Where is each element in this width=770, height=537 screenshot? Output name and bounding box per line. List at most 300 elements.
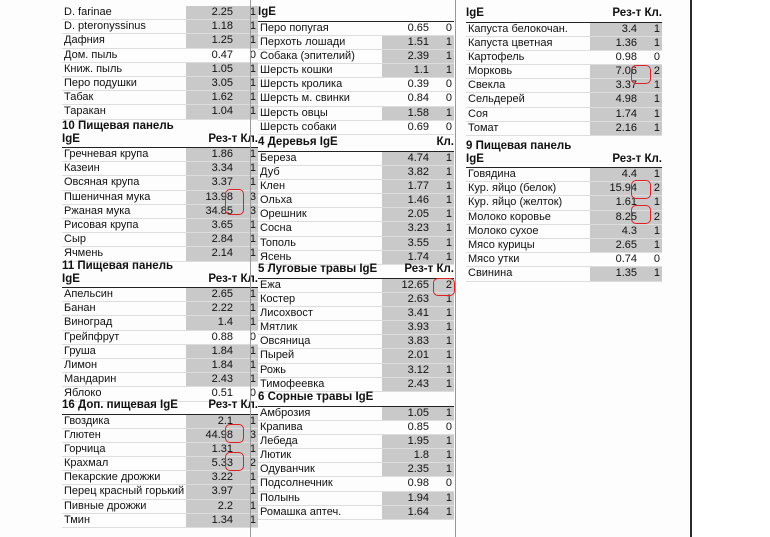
class-value: 1 [640, 37, 662, 50]
class-value: 1 [236, 148, 258, 161]
allergen-name: Пекарские дрожжи [64, 471, 161, 484]
result-value: 1.84 [186, 359, 236, 372]
table-row [466, 79, 662, 93]
class-value: 2 [640, 211, 662, 224]
panel-title [258, 263, 454, 276]
result-value: 3.97 [186, 485, 236, 498]
panel-title [258, 6, 454, 19]
class-value: 1 [432, 152, 454, 165]
result-value: 1.74 [590, 108, 640, 121]
result-value: 3.05 [186, 77, 236, 90]
allergen-name: Ромашка аптеч. [260, 505, 342, 518]
allergen-name: Ясень [260, 250, 292, 263]
panel-title-line: IgE [62, 132, 80, 145]
column-header: Рез-т Кл. [208, 399, 258, 411]
class-value: 2 [236, 457, 258, 470]
table-row [62, 316, 258, 330]
table-row [62, 373, 258, 387]
result-value: 1.62 [186, 91, 236, 104]
allergen-name: Мясо утки [468, 253, 520, 266]
allergen-name: Тмин [64, 513, 91, 526]
allergen-name: Говядина [468, 168, 516, 180]
result-value: 2.43 [382, 378, 432, 391]
table-row [62, 485, 258, 499]
allergen-name: Гвоздика [64, 414, 110, 427]
class-value: 1 [640, 79, 662, 92]
class-value: 1 [432, 307, 454, 320]
result-value: 8.25 [590, 211, 640, 224]
table-row [258, 50, 454, 64]
table-row [258, 463, 454, 477]
class-value: 1 [236, 34, 258, 47]
panel-title-line: IgE [466, 152, 484, 165]
result-value: 2.35 [382, 463, 432, 476]
table-row [466, 239, 662, 253]
allergen-name: Табак [64, 91, 94, 104]
class-value: 1 [236, 105, 258, 118]
result-value: 1.64 [382, 506, 432, 519]
allergen-name: Шерсть собаки [260, 120, 337, 133]
class-value: 3 [236, 205, 258, 218]
class-value: 1 [432, 349, 454, 362]
allergen-name: Мандарин [64, 373, 117, 386]
table-row [62, 105, 258, 119]
class-value: 1 [236, 485, 258, 498]
allergen-name: Грейпфрут [64, 330, 120, 343]
allergen-name: Апельсин [64, 288, 113, 300]
allergen-name: Подсолнечник [260, 477, 333, 490]
allergen-name: Овсяная крупа [64, 176, 140, 189]
panel-title [258, 391, 454, 404]
panel-title-line: IgE [258, 6, 276, 18]
table-row [258, 194, 454, 208]
table-row [62, 288, 258, 302]
column-header: Рез-т Кл. [208, 132, 258, 145]
class-value: 1 [640, 196, 662, 209]
result-value: 3.23 [382, 222, 432, 235]
panel-title-line: 9 Пищевая панель [466, 140, 572, 152]
allergen-name: Береза [260, 151, 297, 164]
allergen-name: Шерсть овцы [260, 106, 328, 119]
class-value: 2 [640, 65, 662, 78]
allergen-name: Кур. яйцо (белок) [468, 182, 557, 195]
class-value: 1 [236, 302, 258, 315]
allergen-name: Овсяница [260, 335, 311, 348]
allergen-name: Дуб [260, 165, 280, 178]
class-value: 1 [236, 373, 258, 386]
results-table [258, 406, 454, 521]
allergen-name: Горчица [64, 442, 106, 455]
result-value: 1.31 [186, 443, 236, 456]
column-header: Рез-т Кл. [612, 7, 662, 19]
result-value: 3.12 [382, 364, 432, 377]
allergen-name: Свекла [468, 79, 506, 92]
result-value: 2.43 [186, 373, 236, 386]
table-row [62, 148, 258, 162]
table-row [258, 321, 454, 335]
result-value: 2.01 [382, 349, 432, 362]
allergen-name: Сыр [64, 233, 86, 246]
class-value: 1 [432, 166, 454, 179]
table-row [62, 162, 258, 176]
table-row [62, 91, 258, 105]
column-header: Рез-т Кл. [208, 272, 258, 285]
class-value: 1 [432, 251, 454, 264]
result-value: 7.06 [590, 65, 640, 78]
result-value: 0.98 [407, 477, 429, 490]
allergen-name: Тимофеевка [260, 377, 325, 390]
result-value: 1.74 [382, 251, 432, 264]
panel-title-line: 10 Пищевая панель [62, 120, 174, 132]
result-value: 3.22 [186, 471, 236, 484]
results-table [258, 21, 454, 136]
table-row [62, 500, 258, 514]
table-row [466, 267, 662, 281]
table-row [466, 122, 662, 136]
table-row [466, 108, 662, 122]
class-value: 1 [236, 20, 258, 33]
table-row [258, 166, 454, 180]
table-row [62, 331, 258, 345]
allergen-name: Костер [260, 292, 296, 305]
result-value: 0.85 [407, 420, 429, 433]
allergen-name: Капуста цветная [468, 36, 553, 49]
class-value: 1 [236, 514, 258, 527]
allergen-name: Клен [260, 179, 286, 192]
allergen-name: Глютен [64, 428, 101, 441]
panel-title-line: IgE [62, 272, 80, 285]
table-row [258, 279, 454, 293]
result-value: 1.4 [186, 316, 236, 329]
allergen-name: Лебеда [260, 434, 298, 447]
allergen-name: Крахмал [64, 457, 109, 470]
class-value: 1 [432, 492, 454, 505]
class-value: 1 [432, 463, 454, 476]
allergen-name: Одуванчик [260, 463, 315, 476]
result-value: 15.94 [590, 182, 640, 195]
result-value: 0.39 [407, 78, 429, 91]
column-divider [250, 0, 251, 537]
allergen-name: Перо попугая [260, 21, 329, 34]
result-value: 1.34 [186, 514, 236, 527]
class-value: 1 [640, 122, 662, 135]
table-row [62, 176, 258, 190]
panel-q6 [258, 391, 454, 520]
result-value: 1.8 [382, 449, 432, 462]
allergen-name: Морковь [468, 65, 513, 78]
allergen-name: Дом. пыль [64, 48, 118, 61]
result-value: 44.98 [186, 429, 236, 442]
allergen-name: Ольха [260, 194, 293, 207]
allergen-name: Рожь [260, 363, 286, 376]
allergen-name: Сосна [260, 222, 292, 235]
table-row [258, 293, 454, 307]
table-row [258, 107, 454, 121]
allergen-name: D. pteronyssinus [64, 20, 146, 33]
result-value: 2.22 [186, 302, 236, 315]
panel-p16 [62, 399, 258, 528]
result-value: 1.86 [186, 148, 236, 161]
result-value: 2.05 [382, 208, 432, 221]
table-row [62, 443, 258, 457]
allergen-name: Ежа [260, 278, 281, 291]
result-value: 1.1 [382, 64, 432, 77]
allergen-name: Рисовая крупа [64, 218, 139, 231]
allergen-name: Крапива [260, 420, 303, 433]
allergen-name: Гречневая крупа [64, 148, 149, 160]
result-value: 1.77 [382, 180, 432, 193]
table-row [258, 64, 454, 78]
table-row [466, 182, 662, 196]
class-value: 1 [432, 50, 454, 63]
result-value: 3.82 [382, 166, 432, 179]
table-row [466, 168, 662, 182]
results-table [62, 414, 258, 529]
allergen-name: Томат [468, 121, 499, 134]
allergen-name: Груша [64, 344, 96, 357]
results-table [258, 151, 454, 266]
allergen-name: Перхоть лошади [260, 35, 346, 48]
class-value: 2 [432, 279, 454, 292]
class-value: 1 [640, 225, 662, 238]
column-header: Рез-т Кл. [612, 152, 662, 165]
table-row [258, 477, 454, 491]
result-value: 3.93 [382, 321, 432, 334]
class-value: 1 [432, 64, 454, 77]
table-row [258, 407, 454, 421]
panel-title [62, 120, 258, 145]
class-value: 1 [236, 91, 258, 104]
result-value: 3.55 [382, 237, 432, 250]
class-value: 0 [445, 21, 452, 34]
class-value: 1 [432, 364, 454, 377]
table-row [466, 211, 662, 225]
class-value: 3 [236, 429, 258, 442]
allergen-name: Кур. яйцо (желток) [468, 196, 563, 209]
panel-title-line: 16 Доп. пищевая IgE [62, 399, 178, 411]
table-row [62, 6, 258, 20]
table-row [258, 36, 454, 50]
panel-title [466, 140, 662, 165]
class-value: 1 [236, 471, 258, 484]
allergen-name: Соя [468, 107, 489, 120]
result-value: 34.85 [186, 205, 236, 218]
result-value: 4.74 [382, 152, 432, 165]
allergen-name: Таракан [64, 105, 106, 118]
panel-title-line: IgE [466, 7, 484, 19]
panel-title [258, 136, 454, 149]
table-row [258, 492, 454, 506]
table-row [258, 22, 454, 36]
class-value: 0 [249, 387, 256, 400]
panel-title-line: 5 Луговые травы IgE [258, 263, 378, 275]
table-row [466, 93, 662, 107]
allergen-name: Полынь [260, 491, 300, 504]
allergen-name: Лютик [260, 449, 292, 462]
panel-title [62, 260, 258, 285]
result-value: 1.18 [186, 20, 236, 33]
table-row [62, 191, 258, 205]
table-row [62, 415, 258, 429]
result-value: 2.65 [186, 288, 236, 301]
allergen-name: Мясо курицы [468, 238, 535, 251]
result-value: 1.46 [382, 194, 432, 207]
panel-p0 [62, 4, 258, 120]
class-value: 1 [236, 6, 258, 19]
class-value: 1 [236, 233, 258, 246]
allergen-name: Казеин [64, 162, 100, 175]
allergen-name: Картофель [468, 50, 525, 63]
column-divider [455, 0, 456, 537]
table-row [258, 349, 454, 363]
table-row [258, 152, 454, 166]
result-value: 2.63 [382, 293, 432, 306]
result-value: 0.47 [211, 48, 233, 61]
allergen-name: Ржаная мука [64, 204, 131, 217]
class-value: 0 [653, 50, 660, 63]
class-value: 1 [640, 239, 662, 252]
allergen-name: D. farinae [64, 6, 112, 18]
class-value: 1 [432, 222, 454, 235]
class-value: 0 [445, 120, 452, 133]
results-table [466, 22, 662, 137]
class-value: 1 [640, 93, 662, 106]
result-value: 0.51 [211, 387, 233, 400]
table-row [258, 121, 454, 135]
result-value: 12.65 [382, 279, 432, 292]
result-value: 1.95 [382, 435, 432, 448]
result-value: 3.34 [186, 162, 236, 175]
class-value: 3 [236, 191, 258, 204]
allergen-name: Перо подушки [64, 76, 137, 89]
class-value: 1 [236, 162, 258, 175]
result-value: 3.65 [186, 219, 236, 232]
table-row [258, 92, 454, 106]
result-value: 1.04 [186, 105, 236, 118]
class-value: 1 [432, 321, 454, 334]
allergen-name: Виноград [64, 316, 113, 329]
result-value: 3.41 [382, 307, 432, 320]
table-row [258, 208, 454, 222]
column-header: Рез-т Кл. [404, 263, 454, 275]
class-value: 1 [236, 219, 258, 232]
table-row [466, 225, 662, 239]
result-value: 0.88 [211, 330, 233, 343]
result-value: 0.65 [407, 21, 429, 34]
class-value: 1 [236, 345, 258, 358]
result-value: 2.25 [186, 6, 236, 19]
allergen-name: Орешник [260, 208, 307, 221]
result-value: 2.16 [590, 122, 640, 135]
class-value: 1 [432, 194, 454, 207]
allergen-name: Пшеничная мука [64, 190, 151, 203]
panel-q4 [258, 136, 454, 265]
class-value: 2 [640, 182, 662, 195]
results-table [62, 287, 258, 402]
allergen-name: Шерсть кошки [260, 64, 333, 77]
table-row [258, 78, 454, 92]
table-row [62, 457, 258, 471]
result-value: 1.05 [382, 407, 432, 420]
table-row [62, 49, 258, 63]
class-value: 1 [432, 335, 454, 348]
table-row [62, 63, 258, 77]
result-value: 1.84 [186, 345, 236, 358]
class-value: 1 [432, 107, 454, 120]
table-row [258, 222, 454, 236]
result-value: 1.51 [382, 36, 432, 49]
table-row [62, 20, 258, 34]
class-value: 1 [236, 176, 258, 189]
panel-r0 [466, 7, 662, 136]
allergen-name: Шерсть м. свинки [260, 92, 350, 105]
table-row [466, 51, 662, 65]
allergen-name: Свинина [468, 267, 513, 280]
class-value: 1 [432, 180, 454, 193]
class-value: 1 [432, 407, 454, 420]
panel-q0 [258, 6, 454, 135]
table-row [62, 233, 258, 247]
allergen-name: Молоко сухое [468, 224, 539, 237]
panel-p11 [62, 260, 258, 402]
result-value: 0.74 [615, 253, 637, 266]
class-value: 1 [432, 208, 454, 221]
panel-title-line: 6 Сорные травы IgE [258, 391, 374, 403]
panel-title [62, 399, 258, 412]
table-row [258, 421, 454, 435]
class-value: 1 [432, 36, 454, 49]
result-value: 1.25 [186, 34, 236, 47]
allergen-name: Пивные дрожжи [64, 499, 147, 512]
result-value: 1.36 [590, 37, 640, 50]
table-row [62, 471, 258, 485]
table-row [258, 449, 454, 463]
result-value: 4.98 [590, 93, 640, 106]
result-value: 13.98 [186, 191, 236, 204]
allergen-name: Сельдерей [468, 93, 525, 106]
table-row [466, 65, 662, 79]
table-row [258, 180, 454, 194]
class-value: 0 [445, 420, 452, 433]
class-value: 0 [249, 48, 256, 61]
result-value: 1.35 [590, 267, 640, 280]
class-value: 1 [236, 500, 258, 513]
class-value: 1 [432, 237, 454, 250]
result-value: 3.83 [382, 335, 432, 348]
results-table [62, 147, 258, 262]
class-value: 1 [432, 506, 454, 519]
class-value: 1 [236, 359, 258, 372]
table-row [258, 364, 454, 378]
result-value: 2.14 [186, 247, 236, 260]
class-value: 1 [236, 77, 258, 90]
result-value: 0.69 [407, 120, 429, 133]
result-value: 1.94 [382, 492, 432, 505]
table-row [258, 237, 454, 251]
column-header: Кл. [436, 136, 454, 148]
class-value: 0 [653, 253, 660, 266]
result-value: 2.1 [186, 415, 236, 428]
allergen-name: Ячмень [64, 247, 104, 260]
class-value: 1 [432, 449, 454, 462]
class-value: 1 [236, 443, 258, 456]
table-row [258, 335, 454, 349]
result-value: 3.37 [186, 176, 236, 189]
table-row [466, 37, 662, 51]
class-value: 1 [640, 267, 662, 280]
panel-p10 [62, 120, 258, 262]
result-value: 2.65 [590, 239, 640, 252]
